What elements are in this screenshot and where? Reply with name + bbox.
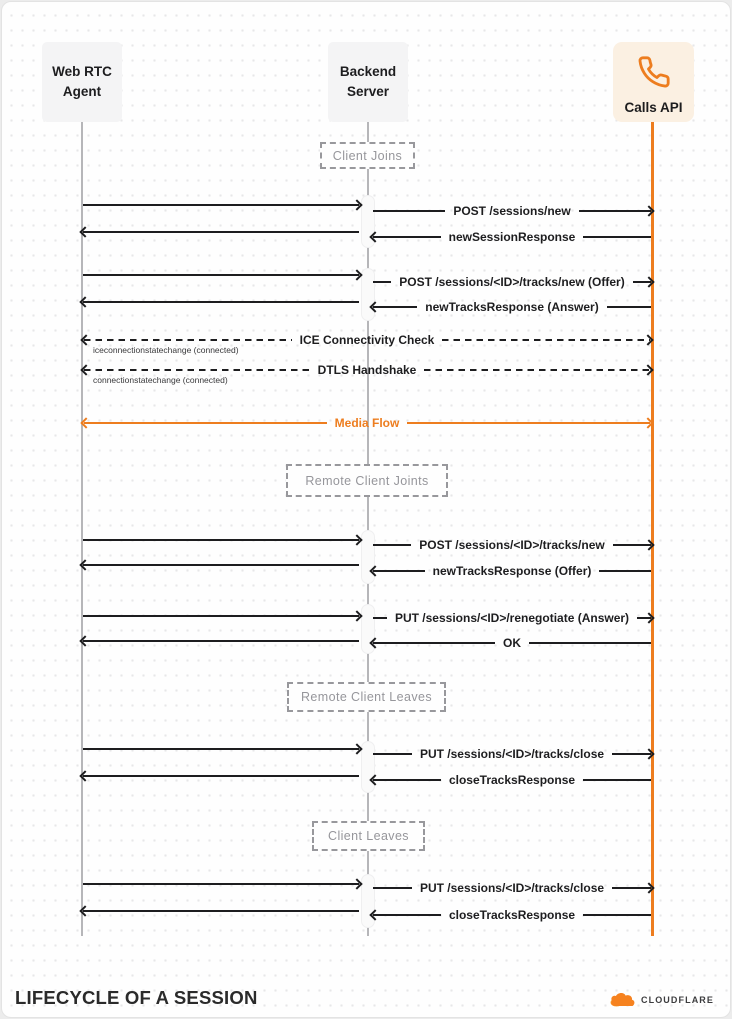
phase-label: Remote Client Joints [305,473,429,488]
arrow-webrtc-to-backend [83,876,359,892]
message-label: PUT /sessions/<ID>/tracks/close [419,747,605,761]
message-label: POST /sessions/new [453,204,571,218]
cloudflare-logo [609,992,714,1007]
arrow-backend-to-webrtc [83,903,359,919]
msg-put-tracks-close [373,746,651,762]
message-label: newTracksResponse (Answer) [425,300,599,314]
message-label: OK [503,636,521,650]
webrtc-lifeline [81,122,83,936]
phase-label: Remote Client Leaves [301,690,432,704]
page-title: LIFECYCLE OF A SESSION [15,987,258,1008]
actor-label: Web RTC [52,64,112,80]
message-label: POST /sessions/<ID>/tracks/new [419,538,605,552]
msg-media-flow [84,415,650,431]
actor-label: Server [346,84,390,99]
msg-dtls-handshake [84,362,650,385]
msg-post-tracks-new [373,537,651,553]
arrow-webrtc-to-backend [83,267,359,283]
msg-close-tracks-response [373,907,651,923]
msg-ice-connectivity-check [84,332,650,355]
arrow-backend-to-webrtc [83,633,359,649]
message-label: PUT /sessions/<ID>/tracks/close [419,881,605,895]
message-label: PUT /sessions/<ID>/renegotiate (Answer) [394,611,630,625]
cloudflare-logo-text: CLOUDFLARE [641,994,714,1005]
msg-post-tracks-new-offer [373,274,651,290]
message-label: ICE Connectivity Check [299,333,435,347]
arrow-backend-to-webrtc [83,224,359,240]
message-label: closeTracksResponse [448,773,576,787]
phase-remote-client-leaves [287,682,446,712]
phase-client-leaves [312,821,425,851]
msg-put-renegotiate-answer [373,610,651,626]
actor-label: Backend [339,64,397,80]
event-sublabel: iceconnectionstatechange (connected) [93,345,239,355]
sequence-diagram-canvas [1,1,731,1018]
msg-post-sessions-new [373,203,651,219]
arrow-webrtc-to-backend [83,197,359,213]
phone-icon [635,53,673,91]
message-label: DTLS Handshake [317,363,417,377]
msg-new-session-response [373,229,651,245]
phase-label: Client Joins [332,148,403,163]
msg-close-tracks-response [373,772,651,788]
msg-new-tracks-response-answer [373,299,651,315]
arrow-webrtc-to-backend [83,532,359,548]
msg-put-tracks-close [373,880,651,896]
phase-label: Client Leaves [328,829,409,843]
event-sublabel: connectionstatechange (connected) [93,375,228,385]
arrow-backend-to-webrtc [83,294,359,310]
cloudflare-cloud-icon [609,992,637,1007]
actor-label: Agent [62,84,102,99]
actor-webrtc-agent [42,42,122,122]
arrow-webrtc-to-backend [83,608,359,624]
phase-remote-client-joints [286,464,448,497]
message-label: newSessionResponse [448,230,576,244]
msg-ok [373,635,651,651]
actor-calls-api [613,42,694,122]
arrow-webrtc-to-backend [83,741,359,757]
phase-client-joins [320,142,415,169]
message-label: newTracksResponse (Offer) [432,564,592,578]
message-label: POST /sessions/<ID>/tracks/new (Offer) [399,275,625,289]
actor-label: Calls API [624,100,683,115]
arrow-backend-to-webrtc [83,768,359,784]
message-label: Media Flow [334,416,400,430]
message-label: closeTracksResponse [448,908,576,922]
calls-api-lifeline [651,122,654,936]
arrow-backend-to-webrtc [83,557,359,573]
msg-new-tracks-response-offer [373,563,651,579]
actor-backend-server [328,42,408,122]
